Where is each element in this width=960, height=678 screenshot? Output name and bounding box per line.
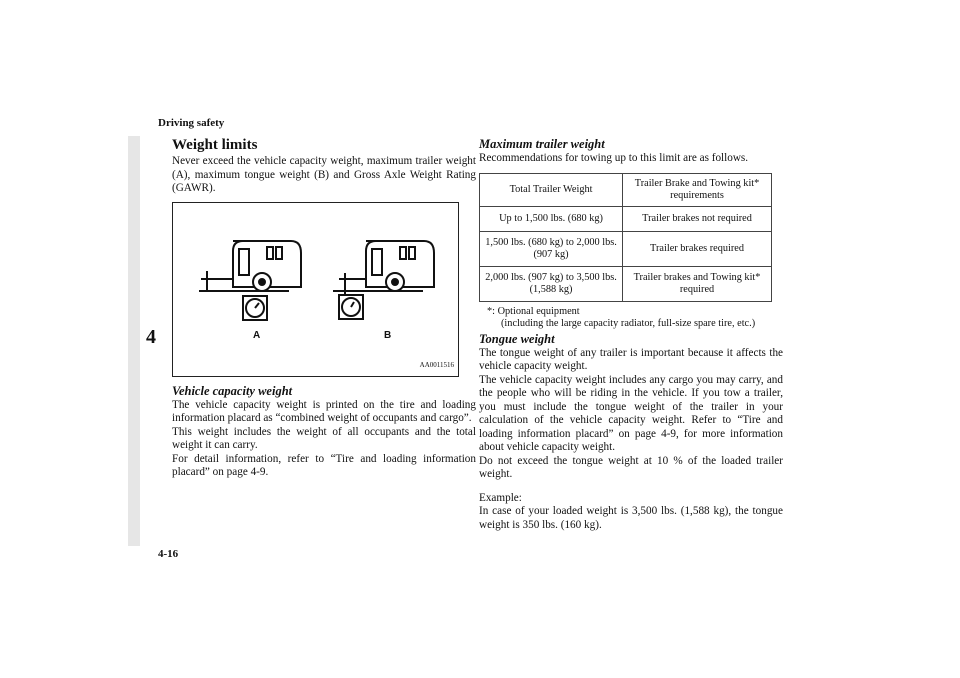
weight-limits-intro: Never exceed the vehicle capacity weight, maximum trailer weight (A), maximum tongue weight (B) and Gross Axle Weight Rating (GAWR). [172, 155, 476, 194]
trailer-illustration [173, 203, 458, 376]
section-header: Driving safety [158, 117, 225, 129]
footnote-mark: *: Optional equipment [487, 305, 580, 317]
tongue-paragraph-2: The vehicle capacity weight includes any cargo you may carry, and the people who will be riding in the vehicle. If you tow a trailer, you must include the tongue weight of the trailer in your calculation of the vehicle capacity weight. Refer to “Tire and loading information placard” on page 4-9, for more information about vehicle capacity weight. [479, 373, 783, 453]
example-label: Example: [479, 491, 522, 504]
footnote-text: (including the large capacity radiator, full-size spare tire, etc.) [501, 317, 756, 329]
figure-code: AA0011516 [419, 361, 454, 369]
figure-label-a: A [253, 329, 261, 341]
table-cell: Trailer brakes and Towing kit* required [623, 266, 772, 301]
vcw-paragraph-3: For detail information, refer to “Tire and loading information placard” on page 4-9. [172, 452, 476, 478]
trailer-weight-figure [172, 202, 459, 377]
table-cell: Trailer brakes not required [623, 206, 772, 231]
table-header-cell: Trailer Brake and Towing kit* requirements [623, 173, 772, 206]
footnote [479, 306, 783, 330]
right-column [479, 137, 783, 532]
maximum-trailer-weight-title: Maximum trailer weight [479, 137, 605, 151]
table-row [480, 206, 772, 231]
vcw-paragraph-2: This weight includes the weight of all occupants and the total weight it can carry. [172, 425, 476, 451]
page-number: 4-16 [158, 548, 179, 560]
table-header-row [480, 173, 772, 206]
vcw-paragraph-1: The vehicle capacity weight is printed on the tire and loading information placard as “combined weight of occupants and cargo”. [172, 398, 476, 424]
tongue-paragraph-3: Do not exceed the tongue weight at 10 % of the loaded trailer weight. [479, 454, 783, 480]
table-row [480, 231, 772, 266]
table-header-cell: Total Trailer Weight [480, 173, 623, 206]
chapter-number: 4 [146, 326, 156, 348]
towing-requirements-table [479, 173, 772, 302]
table-row [480, 266, 772, 301]
table-cell: Trailer brakes required [623, 231, 772, 266]
table-cell: Up to 1,500 lbs. (680 kg) [480, 206, 623, 231]
tongue-paragraph-1: The tongue weight of any trailer is important because it affects the vehicle capacity weight. [479, 346, 783, 372]
vehicle-capacity-weight-title: Vehicle capacity weight [172, 383, 293, 398]
weight-limits-title: Weight limits [172, 137, 258, 153]
tongue-weight-title: Tongue weight [479, 331, 555, 346]
mtw-intro: Recommendations for towing up to this limit are as follows. [479, 152, 749, 164]
left-column [172, 137, 476, 480]
table-cell: 2,000 lbs. (907 kg) to 3,500 lbs. (1,588 kg) [480, 266, 623, 301]
figure-label-b: B [384, 329, 392, 341]
example-text: In case of your loaded weight is 3,500 lbs. (1,588 kg), the tongue weight is 350 lbs. (160 kg). [479, 505, 783, 531]
table-cell: 1,500 lbs. (680 kg) to 2,000 lbs. (907 kg) [480, 231, 623, 266]
chapter-tab-bar [128, 136, 140, 546]
trailer-b-drawing [333, 241, 434, 319]
trailer-a-drawing [199, 241, 301, 320]
